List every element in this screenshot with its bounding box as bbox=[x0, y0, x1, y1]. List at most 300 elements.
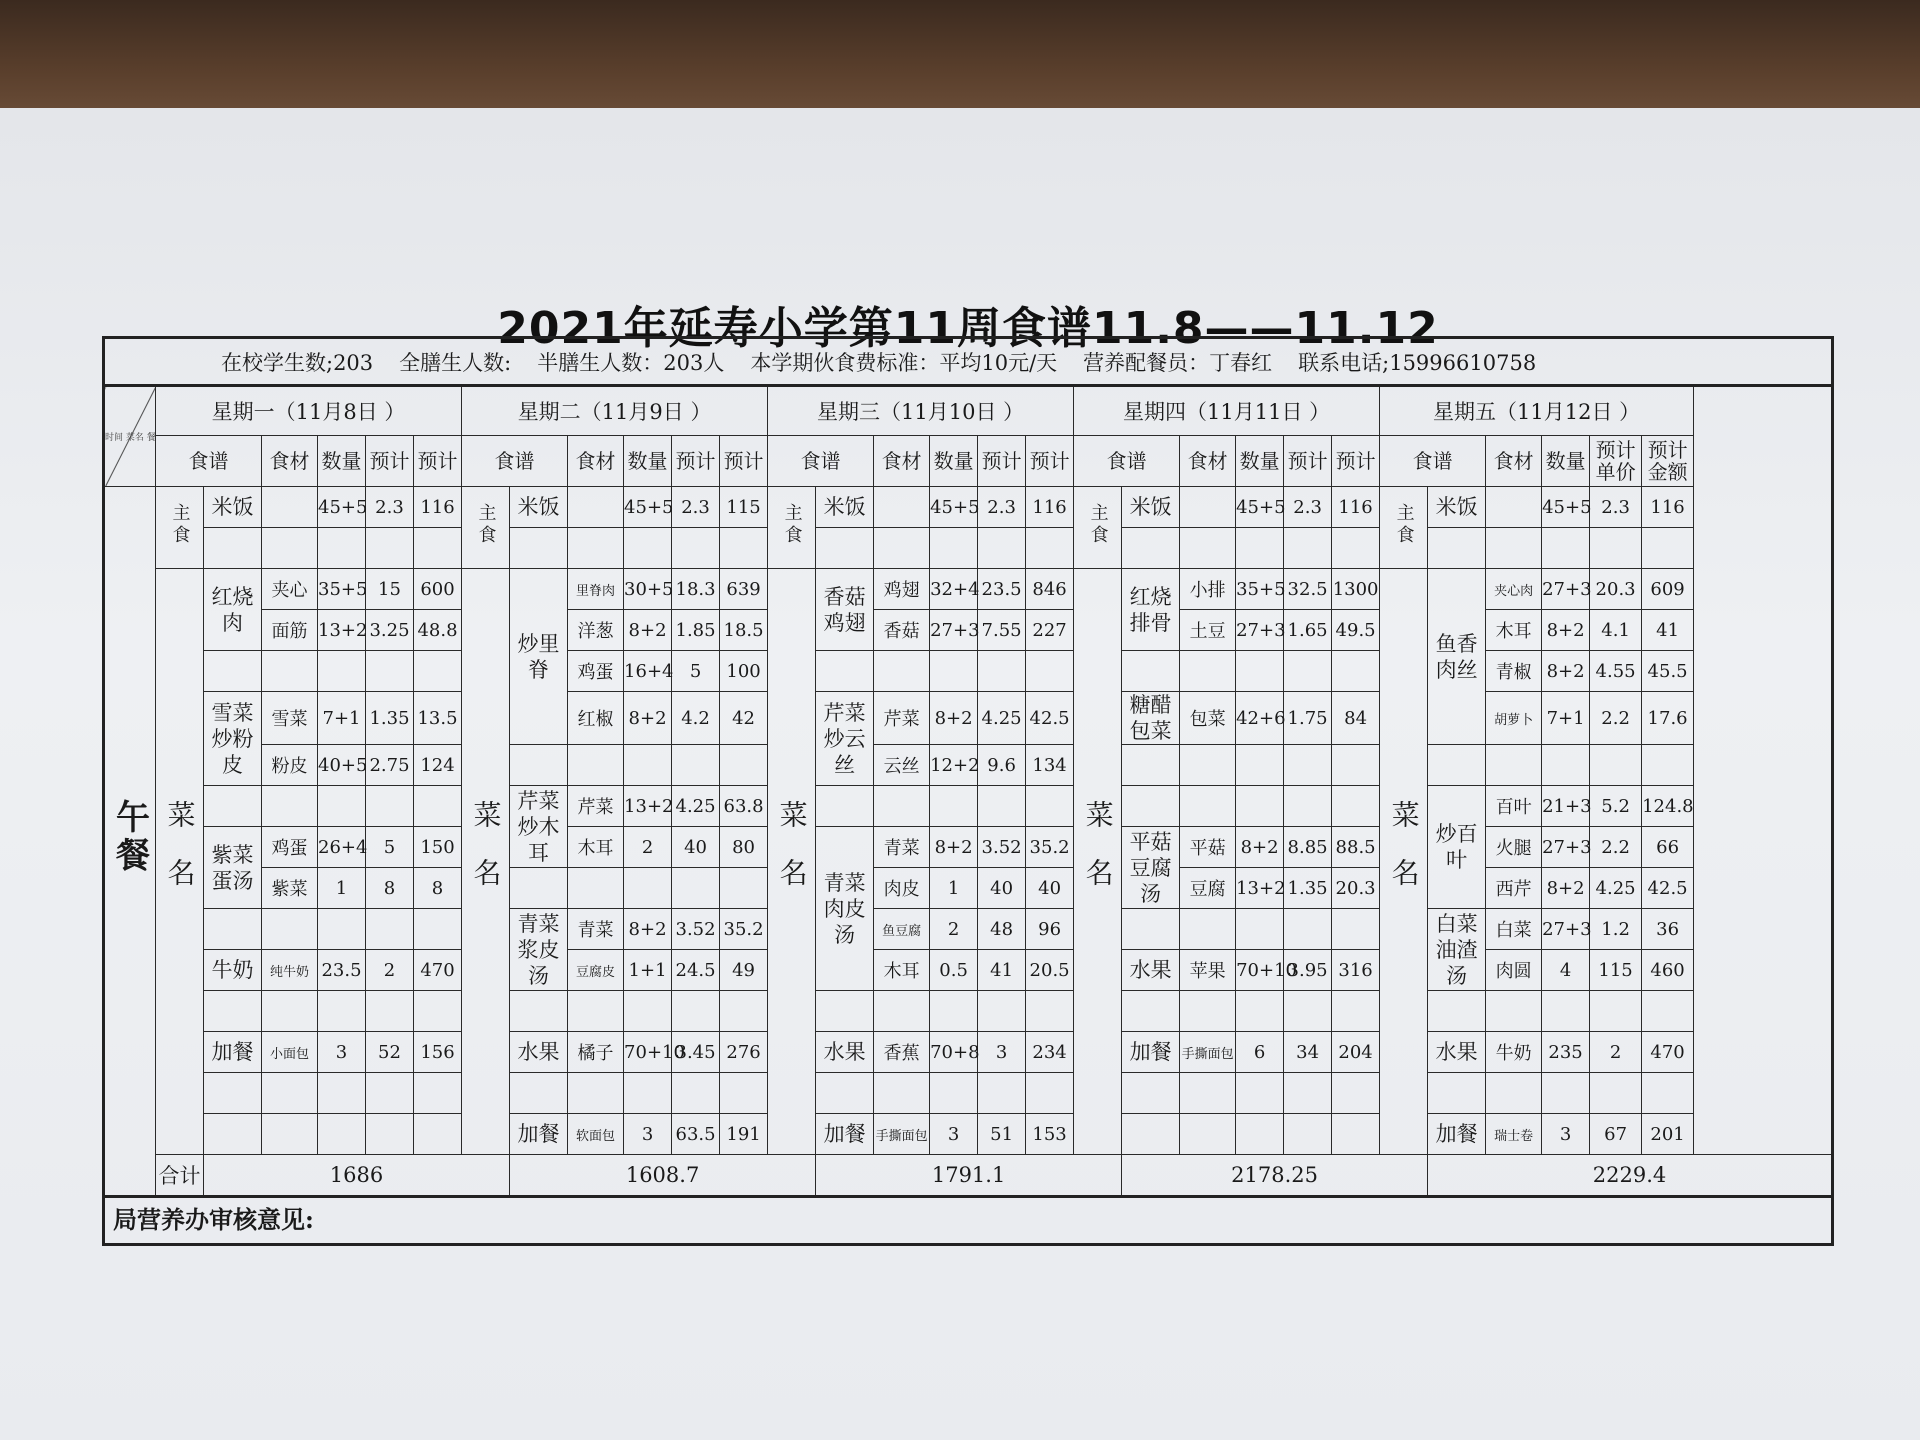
value-cell: 41 bbox=[1642, 610, 1694, 651]
empty-cell bbox=[1122, 1114, 1180, 1155]
day-header: 星期三（11月10日 ） bbox=[768, 386, 1074, 436]
value-cell: 8+2 bbox=[1542, 868, 1590, 909]
dish-row bbox=[104, 1032, 1833, 1073]
empty-cell bbox=[1122, 786, 1180, 827]
value-cell bbox=[1284, 991, 1332, 1032]
value-cell: 470 bbox=[414, 950, 462, 991]
value-cell: 7+1 bbox=[318, 692, 366, 745]
dish-row bbox=[104, 909, 1833, 950]
staple-value: 45+5 bbox=[1542, 487, 1590, 528]
value-cell: 609 bbox=[1642, 569, 1694, 610]
value-cell: 316 bbox=[1332, 950, 1380, 991]
value-cell bbox=[318, 1114, 366, 1155]
value-cell: 9.6 bbox=[978, 745, 1026, 786]
value-cell: 84 bbox=[1332, 692, 1380, 745]
ingredient: 软面包 bbox=[568, 1114, 624, 1155]
value-cell: 234 bbox=[1026, 1032, 1074, 1073]
empty-cell bbox=[1428, 745, 1486, 786]
staple-dish: 米饭 bbox=[1428, 487, 1486, 528]
ingredient bbox=[1180, 651, 1236, 692]
dish-label bbox=[462, 569, 510, 1155]
day-total: 2178.25 bbox=[1122, 1155, 1428, 1197]
col-header: 预计 bbox=[1284, 436, 1332, 487]
column-header-row bbox=[104, 436, 1833, 487]
staple-row bbox=[104, 487, 1833, 528]
value-cell: 13+2 bbox=[318, 610, 366, 651]
value-cell: 3 bbox=[978, 1032, 1026, 1073]
day-header: 星期五（11月12日 ） bbox=[1380, 386, 1694, 436]
value-cell: 4.2 bbox=[672, 692, 720, 745]
dish-row bbox=[104, 1073, 1833, 1114]
value-cell bbox=[1284, 1073, 1332, 1114]
empty-cell bbox=[1122, 991, 1180, 1032]
ingredient: 鱼豆腐 bbox=[874, 909, 930, 950]
empty-cell bbox=[1284, 528, 1332, 569]
value-cell: 45.5 bbox=[1642, 651, 1694, 692]
value-cell: 470 bbox=[1642, 1032, 1694, 1073]
value-cell: 1.65 bbox=[1284, 610, 1332, 651]
ingredient: 夹心 bbox=[262, 569, 318, 610]
meal-label bbox=[104, 487, 156, 1197]
value-cell bbox=[720, 991, 768, 1032]
value-cell: 30+5 bbox=[624, 569, 672, 610]
value-cell bbox=[1542, 991, 1590, 1032]
value-cell: 1.35 bbox=[1284, 868, 1332, 909]
empty-cell bbox=[1542, 528, 1590, 569]
value-cell: 16+4 bbox=[624, 651, 672, 692]
staple-dish: 米饭 bbox=[510, 487, 568, 528]
col-header: 数量 bbox=[1542, 436, 1590, 487]
ingredient bbox=[262, 651, 318, 692]
value-cell: 100 bbox=[720, 651, 768, 692]
dish-row bbox=[104, 991, 1833, 1032]
col-header: 预计 bbox=[672, 436, 720, 487]
dish-name: 加餐 bbox=[1122, 1032, 1180, 1073]
value-cell bbox=[1642, 991, 1694, 1032]
value-cell: 70+8 bbox=[930, 1032, 978, 1073]
dish-label-text: 菜名 bbox=[775, 800, 809, 916]
empty-cell bbox=[1486, 528, 1542, 569]
value-cell bbox=[1332, 991, 1380, 1032]
ingredient: 青菜 bbox=[874, 827, 930, 868]
dish-name: 雪菜炒粉皮 bbox=[204, 692, 262, 786]
value-cell: 13.5 bbox=[414, 692, 462, 745]
dish-row bbox=[104, 868, 1833, 909]
dish-name: 水果 bbox=[1428, 1032, 1486, 1073]
ingredient: 苹果 bbox=[1180, 950, 1236, 991]
value-cell: 18.3 bbox=[672, 569, 720, 610]
empty-cell bbox=[874, 528, 930, 569]
staple-label bbox=[1074, 487, 1122, 569]
value-cell bbox=[672, 745, 720, 786]
value-cell: 67 bbox=[1590, 1114, 1642, 1155]
empty-cell bbox=[204, 651, 262, 692]
col-header: 食材 bbox=[874, 436, 930, 487]
value-cell: 134 bbox=[1026, 745, 1074, 786]
value-cell: 40 bbox=[978, 868, 1026, 909]
day-header: 星期四（11月11日 ） bbox=[1074, 386, 1380, 436]
value-cell: 32+4 bbox=[930, 569, 978, 610]
empty-cell bbox=[204, 1114, 262, 1155]
col-header: 数量 bbox=[930, 436, 978, 487]
dish-label-text: 菜名 bbox=[1081, 800, 1115, 916]
dish-label bbox=[768, 569, 816, 1155]
value-cell bbox=[978, 1073, 1026, 1114]
col-recipe: 食谱 bbox=[768, 436, 874, 487]
staple-value: 116 bbox=[1026, 487, 1074, 528]
ingredient: 肉圆 bbox=[1486, 950, 1542, 991]
staple-value: 2.3 bbox=[1590, 487, 1642, 528]
value-cell: 1 bbox=[930, 868, 978, 909]
ingredient: 芹菜 bbox=[874, 692, 930, 745]
value-cell: 115 bbox=[1590, 950, 1642, 991]
value-cell: 8+2 bbox=[1542, 651, 1590, 692]
ingredient bbox=[1486, 1073, 1542, 1114]
empty-cell bbox=[1428, 528, 1486, 569]
value-cell: 23.5 bbox=[318, 950, 366, 991]
value-cell bbox=[978, 991, 1026, 1032]
dish-row bbox=[104, 651, 1833, 692]
empty-cell bbox=[510, 991, 568, 1032]
staple-value: 45+5 bbox=[1236, 487, 1284, 528]
day-header: 星期二（11月9日 ） bbox=[462, 386, 768, 436]
value-cell: 27+3 bbox=[1236, 610, 1284, 651]
staple-value: 116 bbox=[1332, 487, 1380, 528]
value-cell bbox=[366, 909, 414, 950]
empty-cell bbox=[1428, 1073, 1486, 1114]
total-label: 合计 bbox=[156, 1155, 204, 1197]
value-cell bbox=[1590, 1073, 1642, 1114]
value-cell: 124.8 bbox=[1642, 786, 1694, 827]
dish-name: 红烧肉 bbox=[204, 569, 262, 651]
empty-cell bbox=[1122, 909, 1180, 950]
value-cell bbox=[930, 991, 978, 1032]
fee-standard: 本学期伙食费标准：平均10元/天 bbox=[750, 350, 1058, 375]
value-cell: 27+3 bbox=[930, 610, 978, 651]
value-cell bbox=[1332, 651, 1380, 692]
dish-name: 水果 bbox=[816, 1032, 874, 1073]
value-cell bbox=[318, 786, 366, 827]
empty-cell bbox=[1180, 528, 1236, 569]
ingredient bbox=[568, 745, 624, 786]
menu-document bbox=[102, 292, 1834, 1312]
ingredient: 牛奶 bbox=[1486, 1032, 1542, 1073]
value-cell: 18.5 bbox=[720, 610, 768, 651]
staple-value bbox=[1486, 487, 1542, 528]
value-cell: 51 bbox=[978, 1114, 1026, 1155]
day-header-row bbox=[104, 386, 1833, 436]
value-cell: 3.52 bbox=[672, 909, 720, 950]
day-header: 星期一（11月8日 ） bbox=[156, 386, 462, 436]
value-cell: 3 bbox=[624, 1114, 672, 1155]
staple-value: 2.3 bbox=[1284, 487, 1332, 528]
value-cell bbox=[1284, 909, 1332, 950]
ingredient: 芹菜 bbox=[568, 786, 624, 827]
value-cell bbox=[1236, 1114, 1284, 1155]
value-cell: 80 bbox=[720, 827, 768, 868]
ingredient: 面筋 bbox=[262, 610, 318, 651]
dish-name: 芹菜炒木耳 bbox=[510, 786, 568, 868]
empty-cell bbox=[624, 528, 672, 569]
value-cell: 27+3 bbox=[1542, 569, 1590, 610]
ingredient: 小排 bbox=[1180, 569, 1236, 610]
ingredient: 手撕面包 bbox=[874, 1114, 930, 1155]
col-header: 预计 bbox=[1332, 436, 1380, 487]
empty-cell bbox=[318, 528, 366, 569]
value-cell: 8+2 bbox=[624, 909, 672, 950]
value-cell: 8+2 bbox=[624, 692, 672, 745]
dish-name: 芹菜炒云丝 bbox=[816, 692, 874, 786]
value-cell bbox=[1332, 909, 1380, 950]
day-total: 1608.7 bbox=[510, 1155, 816, 1197]
value-cell: 70+10 bbox=[624, 1032, 672, 1073]
value-cell bbox=[672, 1073, 720, 1114]
staple-value: 116 bbox=[414, 487, 462, 528]
value-cell: 235 bbox=[1542, 1032, 1590, 1073]
value-cell: 1300 bbox=[1332, 569, 1380, 610]
value-cell bbox=[414, 991, 462, 1032]
value-cell: 3.95 bbox=[1284, 950, 1332, 991]
value-cell bbox=[1236, 1073, 1284, 1114]
value-cell bbox=[624, 991, 672, 1032]
ingredient: 平菇 bbox=[1180, 827, 1236, 868]
value-cell: 7.55 bbox=[978, 610, 1026, 651]
dish-label bbox=[156, 569, 204, 1155]
value-cell bbox=[366, 786, 414, 827]
value-cell: 8+2 bbox=[1542, 610, 1590, 651]
ingredient bbox=[262, 1114, 318, 1155]
value-cell: 8.85 bbox=[1284, 827, 1332, 868]
ingredient bbox=[874, 1073, 930, 1114]
value-cell: 2 bbox=[366, 950, 414, 991]
value-cell: 40 bbox=[1026, 868, 1074, 909]
value-cell: 4 bbox=[1542, 950, 1590, 991]
ingredient: 木耳 bbox=[568, 827, 624, 868]
dish-row bbox=[104, 827, 1833, 868]
dish-name: 水果 bbox=[510, 1032, 568, 1073]
value-cell: 3.52 bbox=[978, 827, 1026, 868]
ingredient: 青菜 bbox=[568, 909, 624, 950]
value-cell: 2 bbox=[930, 909, 978, 950]
ingredient: 香蕉 bbox=[874, 1032, 930, 1073]
value-cell: 40+5 bbox=[318, 745, 366, 786]
staple-value: 45+5 bbox=[318, 487, 366, 528]
dish-name: 水果 bbox=[1122, 950, 1180, 991]
value-cell: 150 bbox=[414, 827, 462, 868]
empty-cell bbox=[1590, 528, 1642, 569]
empty-cell bbox=[1122, 651, 1180, 692]
dish-name: 鱼香肉丝 bbox=[1428, 569, 1486, 745]
staple-value: 45+5 bbox=[624, 487, 672, 528]
ingredient: 西芹 bbox=[1486, 868, 1542, 909]
value-cell: 63.5 bbox=[672, 1114, 720, 1155]
value-cell: 4.1 bbox=[1590, 610, 1642, 651]
value-cell bbox=[624, 1073, 672, 1114]
ingredient: 包菜 bbox=[1180, 692, 1236, 745]
value-cell: 35.2 bbox=[720, 909, 768, 950]
value-cell: 35.2 bbox=[1026, 827, 1074, 868]
document-title: 2021年延寿小学第11周食谱11.8——11.12 bbox=[497, 303, 1439, 354]
value-cell: 0.5 bbox=[930, 950, 978, 991]
value-cell: 201 bbox=[1642, 1114, 1694, 1155]
value-cell bbox=[1026, 991, 1074, 1032]
empty-cell bbox=[510, 745, 568, 786]
ingredient: 鸡翅 bbox=[874, 569, 930, 610]
empty-cell bbox=[978, 528, 1026, 569]
ingredient: 瑞士卷 bbox=[1486, 1114, 1542, 1155]
empty-cell bbox=[510, 1073, 568, 1114]
value-cell bbox=[414, 909, 462, 950]
value-cell bbox=[624, 745, 672, 786]
dish-name: 加餐 bbox=[204, 1032, 262, 1073]
ingredient bbox=[1180, 786, 1236, 827]
ingredient bbox=[568, 1073, 624, 1114]
value-cell: 26+4 bbox=[318, 827, 366, 868]
staple-label-text: 主食 bbox=[1087, 503, 1109, 547]
value-cell bbox=[1236, 786, 1284, 827]
ingredient bbox=[1180, 1114, 1236, 1155]
empty-cell bbox=[1122, 528, 1180, 569]
value-cell bbox=[318, 1073, 366, 1114]
value-cell bbox=[318, 991, 366, 1032]
dish-label bbox=[1380, 569, 1428, 1155]
ingredient: 云丝 bbox=[874, 745, 930, 786]
value-cell bbox=[1284, 1114, 1332, 1155]
value-cell bbox=[1642, 1073, 1694, 1114]
staple-dish: 米饭 bbox=[816, 487, 874, 528]
value-cell: 17.6 bbox=[1642, 692, 1694, 745]
empty-cell bbox=[204, 1073, 262, 1114]
empty-cell bbox=[930, 528, 978, 569]
value-cell: 1.75 bbox=[1284, 692, 1332, 745]
value-cell bbox=[624, 868, 672, 909]
value-cell: 5 bbox=[672, 651, 720, 692]
value-cell bbox=[720, 745, 768, 786]
dish-row bbox=[104, 786, 1833, 827]
value-cell: 63.8 bbox=[720, 786, 768, 827]
value-cell: 20.3 bbox=[1590, 569, 1642, 610]
ingredient bbox=[874, 991, 930, 1032]
value-cell: 42+6 bbox=[1236, 692, 1284, 745]
nutritionist: 营养配餐员：丁春红 bbox=[1083, 350, 1273, 375]
staple-label-text: 主食 bbox=[781, 503, 803, 547]
empty-cell bbox=[720, 528, 768, 569]
value-cell: 7+1 bbox=[1542, 692, 1590, 745]
value-cell bbox=[1236, 909, 1284, 950]
ingredient bbox=[568, 868, 624, 909]
value-cell bbox=[930, 1073, 978, 1114]
staple-label bbox=[462, 487, 510, 569]
value-cell: 1+1 bbox=[624, 950, 672, 991]
value-cell bbox=[930, 651, 978, 692]
dish-row bbox=[104, 610, 1833, 651]
value-cell: 2 bbox=[624, 827, 672, 868]
half-meal-count: 半膳生人数：203人 bbox=[537, 350, 725, 375]
value-cell bbox=[366, 1114, 414, 1155]
dish-name: 红烧排骨 bbox=[1122, 569, 1180, 651]
value-cell: 8+2 bbox=[1236, 827, 1284, 868]
empty-cell bbox=[204, 909, 262, 950]
day-total: 2229.4 bbox=[1428, 1155, 1833, 1197]
value-cell bbox=[978, 651, 1026, 692]
value-cell: 639 bbox=[720, 569, 768, 610]
day-total: 1791.1 bbox=[816, 1155, 1122, 1197]
value-cell: 66 bbox=[1642, 827, 1694, 868]
value-cell bbox=[672, 868, 720, 909]
value-cell bbox=[1236, 991, 1284, 1032]
value-cell bbox=[1542, 745, 1590, 786]
empty-cell bbox=[366, 528, 414, 569]
staple-value bbox=[262, 487, 318, 528]
desk-background bbox=[0, 0, 1920, 120]
value-cell bbox=[366, 991, 414, 1032]
ingredient: 纯牛奶 bbox=[262, 950, 318, 991]
value-cell: 8 bbox=[414, 868, 462, 909]
value-cell bbox=[930, 786, 978, 827]
empty-cell bbox=[1026, 528, 1074, 569]
empty-cell bbox=[816, 1073, 874, 1114]
ingredient bbox=[262, 909, 318, 950]
col-recipe: 食谱 bbox=[462, 436, 568, 487]
col-header: 食材 bbox=[1486, 436, 1542, 487]
value-cell: 2.2 bbox=[1590, 827, 1642, 868]
dish-label-text: 菜名 bbox=[163, 800, 197, 916]
empty-cell bbox=[1122, 1073, 1180, 1114]
review-opinion: 局营养办审核意见: bbox=[102, 1198, 1834, 1246]
value-cell: 6 bbox=[1236, 1032, 1284, 1073]
staple-label bbox=[1380, 487, 1428, 569]
empty-cell bbox=[568, 528, 624, 569]
ingredient bbox=[1180, 1073, 1236, 1114]
staple-label-text: 主食 bbox=[169, 503, 191, 547]
value-cell: 4.25 bbox=[1590, 868, 1642, 909]
col-recipe: 食谱 bbox=[1074, 436, 1180, 487]
value-cell: 27+3 bbox=[1542, 909, 1590, 950]
menu-table bbox=[102, 384, 1834, 1198]
value-cell bbox=[720, 1073, 768, 1114]
total-row bbox=[104, 1155, 1833, 1197]
ingredient: 雪菜 bbox=[262, 692, 318, 745]
col-header: 预计 bbox=[1026, 436, 1074, 487]
value-cell: 20.3 bbox=[1332, 868, 1380, 909]
col-header: 食材 bbox=[262, 436, 318, 487]
staple-value: 115 bbox=[720, 487, 768, 528]
empty-cell bbox=[672, 528, 720, 569]
ingredient: 洋葱 bbox=[568, 610, 624, 651]
ingredient: 肉皮 bbox=[874, 868, 930, 909]
dish-name: 糖醋包菜 bbox=[1122, 692, 1180, 745]
empty-cell bbox=[1332, 528, 1380, 569]
value-cell: 24.5 bbox=[672, 950, 720, 991]
value-cell: 49 bbox=[720, 950, 768, 991]
staple-dish: 米饭 bbox=[1122, 487, 1180, 528]
ingredient: 手撕面包 bbox=[1180, 1032, 1236, 1073]
ingredient: 紫菜 bbox=[262, 868, 318, 909]
ingredient: 豆腐皮 bbox=[568, 950, 624, 991]
value-cell bbox=[366, 651, 414, 692]
dish-name: 香菇鸡翅 bbox=[816, 569, 874, 651]
value-cell: 21+3 bbox=[1542, 786, 1590, 827]
value-cell: 8+2 bbox=[930, 827, 978, 868]
col-header: 食材 bbox=[568, 436, 624, 487]
empty-cell bbox=[1428, 991, 1486, 1032]
dish-name: 加餐 bbox=[510, 1114, 568, 1155]
ingredient: 里脊肉 bbox=[568, 569, 624, 610]
col-header: 预计 bbox=[720, 436, 768, 487]
staple-value bbox=[568, 487, 624, 528]
value-cell: 40 bbox=[672, 827, 720, 868]
value-cell: 846 bbox=[1026, 569, 1074, 610]
